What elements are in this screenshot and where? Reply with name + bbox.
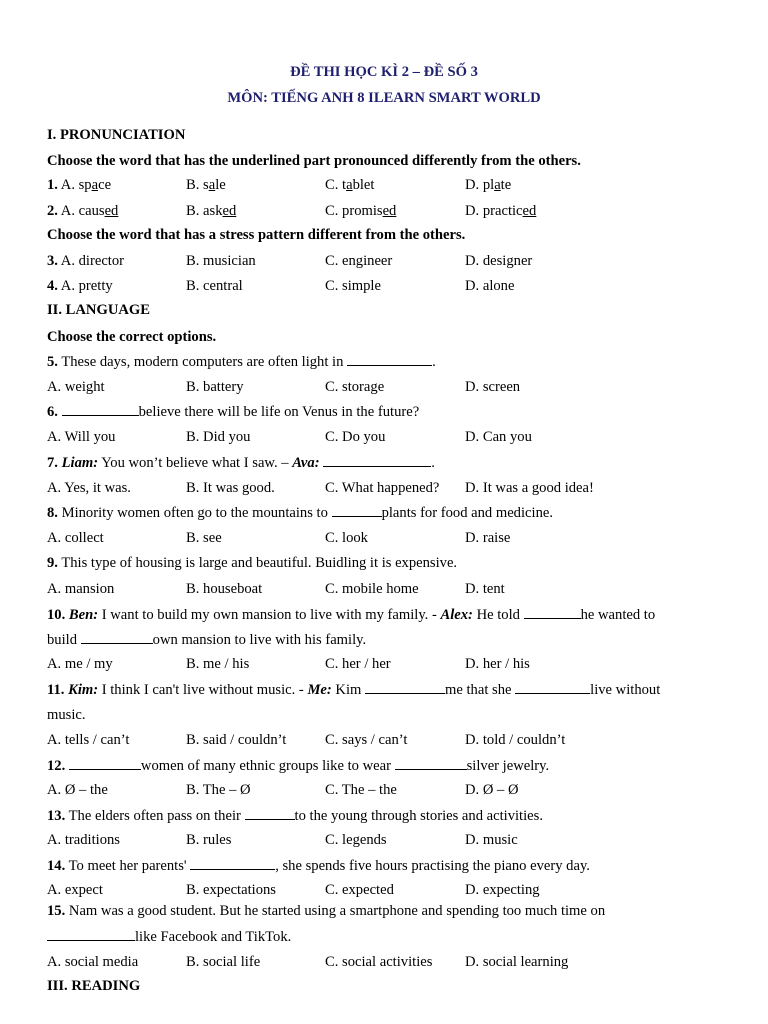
answer-blank[interactable] [524,605,581,619]
q5-option-b: B. battery [186,379,244,395]
question-7-options [0,479,768,497]
q10-option-a: A. me / my [47,656,113,672]
q4-option-b: B. central [186,278,243,294]
q15-option-a: A. social media [47,954,139,970]
question-number: 5. [47,354,58,370]
question-13-stem: 13. The elders often pass on their to the young through stories and activities. [47,808,543,824]
question-number: 10. [47,607,66,623]
q1-option-c: C. tablet [325,177,375,193]
answer-blank[interactable] [47,927,135,941]
section-pronunciation: I. PRONUNCIATION [47,127,186,143]
speaker-name: Alex: [440,607,473,623]
speaker-name: Liam: [61,455,99,471]
answer-blank[interactable] [245,806,295,820]
speaker-name: Kim: [68,682,99,698]
q4-option-c: C. simple [325,278,381,294]
q5-option-d: D. screen [465,379,521,395]
q1-option-a: 1. A. space [47,177,112,193]
question-12-stem: 12. women of many ethnic groups like to wear silver jewelry. [47,758,550,774]
question-9-options [0,580,768,598]
question-15-options [0,953,768,971]
answer-blank[interactable] [62,402,139,416]
answer-blank[interactable] [81,630,153,644]
question-5-stem: 5. These days, modern computers are often light in . [47,354,436,370]
answer-blank[interactable] [365,680,445,694]
question-11-stem-cont: music. [47,707,86,723]
exam-title: ĐỀ THI HỌC KÌ 2 – ĐỀ SỐ 3 [290,64,478,80]
q2-option-d: D. practiced [465,203,537,219]
q9-option-c: C. mobile home [325,581,419,597]
q6-option-a: A. Will you [47,429,116,445]
q15-option-c: C. social activities [325,954,433,970]
q2-option-c: C. promised [325,203,397,219]
q15-option-d: D. social learning [465,954,569,970]
q12-option-a: A. Ø – the [47,782,108,798]
q6-option-d: D. Can you [465,429,532,445]
question-number: 2. [47,203,58,219]
q12-option-b: B. The – Ø [186,782,251,798]
question-15-stem: 15. Nam was a good student. But he started using a smartphone and spending too much time on [47,903,606,919]
question-4-options [0,277,768,295]
speaker-name: Ben: [68,607,99,623]
question-number: 7. [47,455,58,471]
question-3-options [0,252,768,270]
instruction-correct: Choose the correct options. [47,329,217,345]
speaker-name: Me: [307,682,332,698]
question-9-stem: 9. This type of housing is large and beautiful. Buidling it is expensive. [47,555,458,571]
question-14-stem: 14. To meet her parents' , she spends five hours practising the piano every day. [47,858,590,874]
question-number: 12. [47,758,66,774]
instruction-stress: Choose the word that has a stress pattern different from the others. [47,227,466,243]
q8-option-a: A. collect [47,530,104,546]
q1-option-d: D. plate [465,177,512,193]
q14-option-c: C. expected [325,882,394,898]
question-2-options [0,202,768,220]
question-number: 8. [47,505,58,521]
q14-option-a: A. expect [47,882,103,898]
question-14-options [0,881,768,899]
answer-blank[interactable] [332,503,382,517]
answer-blank[interactable] [190,856,275,870]
question-number: 3. [47,253,58,269]
answer-blank[interactable] [347,352,432,366]
question-6-stem: 6. believe there will be life on Venus in the future? [47,404,420,420]
q1-option-b: B. sale [186,177,226,193]
q3-option-c: C. engineer [325,253,393,269]
section-reading: III. READING [47,978,141,994]
section-language: II. LANGUAGE [47,302,150,318]
q12-option-d: D. Ø – Ø [465,782,519,798]
question-1-options [0,176,768,194]
question-number: 1. [47,177,58,193]
q15-option-b: B. social life [186,954,261,970]
q14-option-b: B. expectations [186,882,276,898]
question-number: 14. [47,858,66,874]
q13-option-a: A. traditions [47,832,120,848]
question-10-stem: 10. Ben: I want to build my own mansion to live with my family. - Alex: He told he wanted to [47,607,656,623]
q10-option-c: C. her / her [325,656,391,672]
q9-option-a: A. mansion [47,581,115,597]
speaker-name: Ava: [292,455,320,471]
q7-option-c: C. What happened? [325,480,440,496]
question-5-options [0,378,768,396]
answer-blank[interactable] [515,680,590,694]
q8-option-b: B. see [186,530,222,546]
question-13-options [0,831,768,849]
q7-option-a: A. Yes, it was. [47,480,131,496]
question-number: 4. [47,278,58,294]
q11-option-d: D. told / couldn’t [465,732,566,748]
q13-option-c: C. legends [325,832,387,848]
question-12-options [0,781,768,799]
q6-option-c: C. Do you [325,429,386,445]
question-11-options [0,731,768,749]
q8-option-c: C. look [325,530,368,546]
answer-blank[interactable] [395,756,467,770]
question-number: 15. [47,903,66,919]
q6-option-b: B. Did you [186,429,251,445]
question-number: 11. [47,682,65,698]
instruction-underlined: Choose the word that has the underlined part pronounced differently from the others. [47,153,581,169]
q11-option-c: C. says / can’t [325,732,408,748]
question-10-stem-cont: build own mansion to live with his family. [47,632,367,648]
q11-option-b: B. said / couldn’t [186,732,287,748]
question-11-stem: 11. Kim: I think I can't live without music. - Me: Kim me that she live without [47,682,661,698]
q7-option-d: D. It was a good idea! [465,480,594,496]
q10-option-d: D. her / his [465,656,530,672]
q3-option-b: B. musician [186,253,256,269]
question-number: 13. [47,808,66,824]
question-7-stem: 7. Liam: You won’t believe what I saw. – Ava: . [47,455,435,471]
question-number: 6. [47,404,58,420]
answer-blank[interactable] [69,756,141,770]
q10-option-b: B. me / his [186,656,250,672]
q5-option-a: A. weight [47,379,105,395]
exam-subtitle: MÔN: TIẾNG ANH 8 ILEARN SMART WORLD [227,90,541,106]
q2-option-a: 2. A. caused [47,203,119,219]
q7-option-b: B. It was good. [186,480,275,496]
question-8-options [0,529,768,547]
q9-option-b: B. houseboat [186,581,263,597]
q9-option-d: D. tent [465,581,505,597]
q2-option-b: B. asked [186,203,237,219]
q11-option-a: A. tells / can’t [47,732,130,748]
question-15-stem-cont: like Facebook and TikTok. [47,927,737,946]
q3-option-d: D. designer [465,253,533,269]
q3-option-a: 3. A. director [47,253,125,269]
answer-blank[interactable] [323,453,431,467]
question-8-stem: 8. Minority women often go to the mountains to plants for food and medicine. [47,505,553,521]
q13-option-b: B. rules [186,832,232,848]
q5-option-c: C. storage [325,379,385,395]
question-10-options [0,655,768,673]
q4-option-d: D. alone [465,278,515,294]
q12-option-c: C. The – the [325,782,397,798]
q13-option-d: D. music [465,832,518,848]
q4-option-a: 4. A. pretty [47,278,113,294]
question-6-options [0,428,768,446]
question-number: 9. [47,555,58,571]
q14-option-d: D. expecting [465,882,540,898]
q8-option-d: D. raise [465,530,511,546]
